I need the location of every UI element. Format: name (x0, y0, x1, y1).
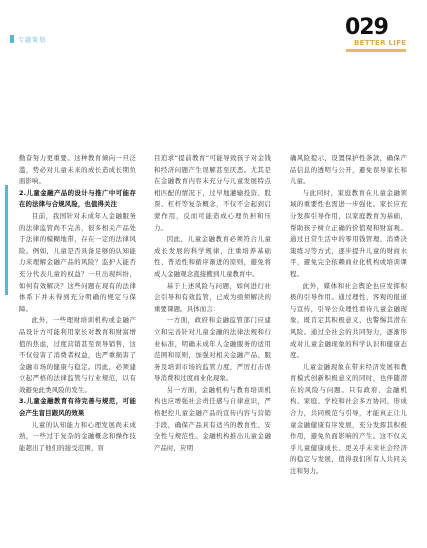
paragraph-continuation: 勤奋努力更重要。这种教育倾向一旦泛滥，势必对儿童未来的成长造成长期负面影响。 (19, 154, 136, 186)
paragraph: 另一方面，金融机构与教育培训机构也应增强社会责任感与自律意识，严格把控儿童金融产品的宣传内容与营销手段，确保产品具有适当的教育性、安全性与规范性。金融机构推出儿童金融产品时，应明 (154, 385, 271, 452)
paragraph: 一方面，政府和金融监管部门应建立和完善针对儿童金融的法律法规和行业标准，明确未成年人金融服务的适用范围和原则，加强对相关金融产品、服务及培训市场的监管力度，严厉打击误导消费和过度商业化现象。 (154, 316, 271, 383)
paragraph: 此外，媒体和社会舆论也应发挥积极的引导作用。通过理性、客观的报道与宣传，引导公众理性看待儿童金融现象，既肯定其积极意义、也警惕其潜在风险。通过全社会的共同努力，逐渐形成对儿童金融现象的科学认识和健康态度。 (290, 281, 407, 360)
text-column-2 (154, 153, 271, 454)
section-tag: 专题策划 (18, 36, 47, 44)
brand-underline (346, 49, 406, 52)
paragraph: 此外，一些理财培训机构或金融产品设计方可能利用家长对教育和财富增值的焦虑，过度营销甚至误导销售，这不仅侵害了消费者权益，也严重损害了金融市场的健康与稳定。因此，必须建立起严格的法律监管与行业规范，以有效避免此类风险的发生。 (19, 316, 136, 394)
section-header (0, 34, 70, 44)
text-column-3 (290, 153, 407, 478)
magazine-brand: BETTER LIFE (354, 39, 407, 47)
page-number: 029 (345, 15, 388, 40)
paragraph-continuation: 目追求“提前教育”可能导致孩子对金钱和经济问题产生误解甚至厌恶。尤其是在金融教育内容未充分与儿童发展特点相匹配的情况下，过早地灌输投资、股票、杠杆等复杂概念，不仅不会起到启蒙作用，反而可能造成心理负担和压力。 (154, 154, 271, 232)
section-heading: 3.儿童金融教育有待完善与规范，可能会产生盲目跟风的效果 (19, 397, 136, 418)
section-heading: 2.儿童金融产品的设计与推广中可能存在的法律与合规风险，也值得关注 (19, 188, 136, 209)
paragraph: 基于上述风险与问题，如何进行社会引导和有效监管，已成为亟须解决的重要课题。具体而言： (154, 281, 271, 313)
left-margin-accent (5, 185, 8, 295)
paragraph: 目前，我国针对未成年人金融服务的法律监管尚不完善，很多相关产品处于法律的模糊地带，存在一定的法律风险。例如，儿童是否具备足够的认知能力来理解金融产品的风险？监护人能否充分代表儿童的权益？一旦出现纠纷，如何有效解决？这些问题在现有的法律体系下并未得到充分明确的规定与保障。 (19, 211, 136, 313)
paragraph: 与此同时，家庭教育在儿童金融领域的重要性也需进一步强化。家长应充分发挥引导作用，以家庭教育为基础，帮助孩子树立正确的价值观和财富观。通过日常生活中的零用钱管理、消费决策练习等方式，逐步提升儿童的财商水平，避免完全依赖商业化机构或培训课程。 (290, 188, 407, 278)
section-marker-bar (10, 35, 14, 43)
text-column-1 (19, 153, 136, 454)
paragraph: 儿童金融现象在带来经济发展和教育模式创新积极意义的同时，也伴随潜在的风险与问题。只有政府、金融机构、家庭、学校和社会多方协同、形成合力，共同规范与引导，才能真正让儿童金融健康有序发展，充分发挥其积极作用，避免负面影响的产生。这不仅关乎儿童健康成长、更关乎未来社会经济的稳定与发展，值得我们所有人共同关注和努力。 (290, 362, 407, 476)
paragraph: 儿童的认知能力和心理发展尚未成熟，一些过于复杂的金融概念和操作技能超出了他们的接受范围，盲 (19, 420, 136, 452)
paragraph: 因此，儿童金融教育必须符合儿童成长发展的科学规律，注重培养基础性、普适性和循序渐进的原则，避免将成人金融观念直接搬到儿童教育中。 (154, 235, 271, 278)
paragraph-continuation: 确风险提示，设置保护性条款，确保产品信息的透明与公开，避免误导家长和儿童。 (290, 154, 407, 186)
